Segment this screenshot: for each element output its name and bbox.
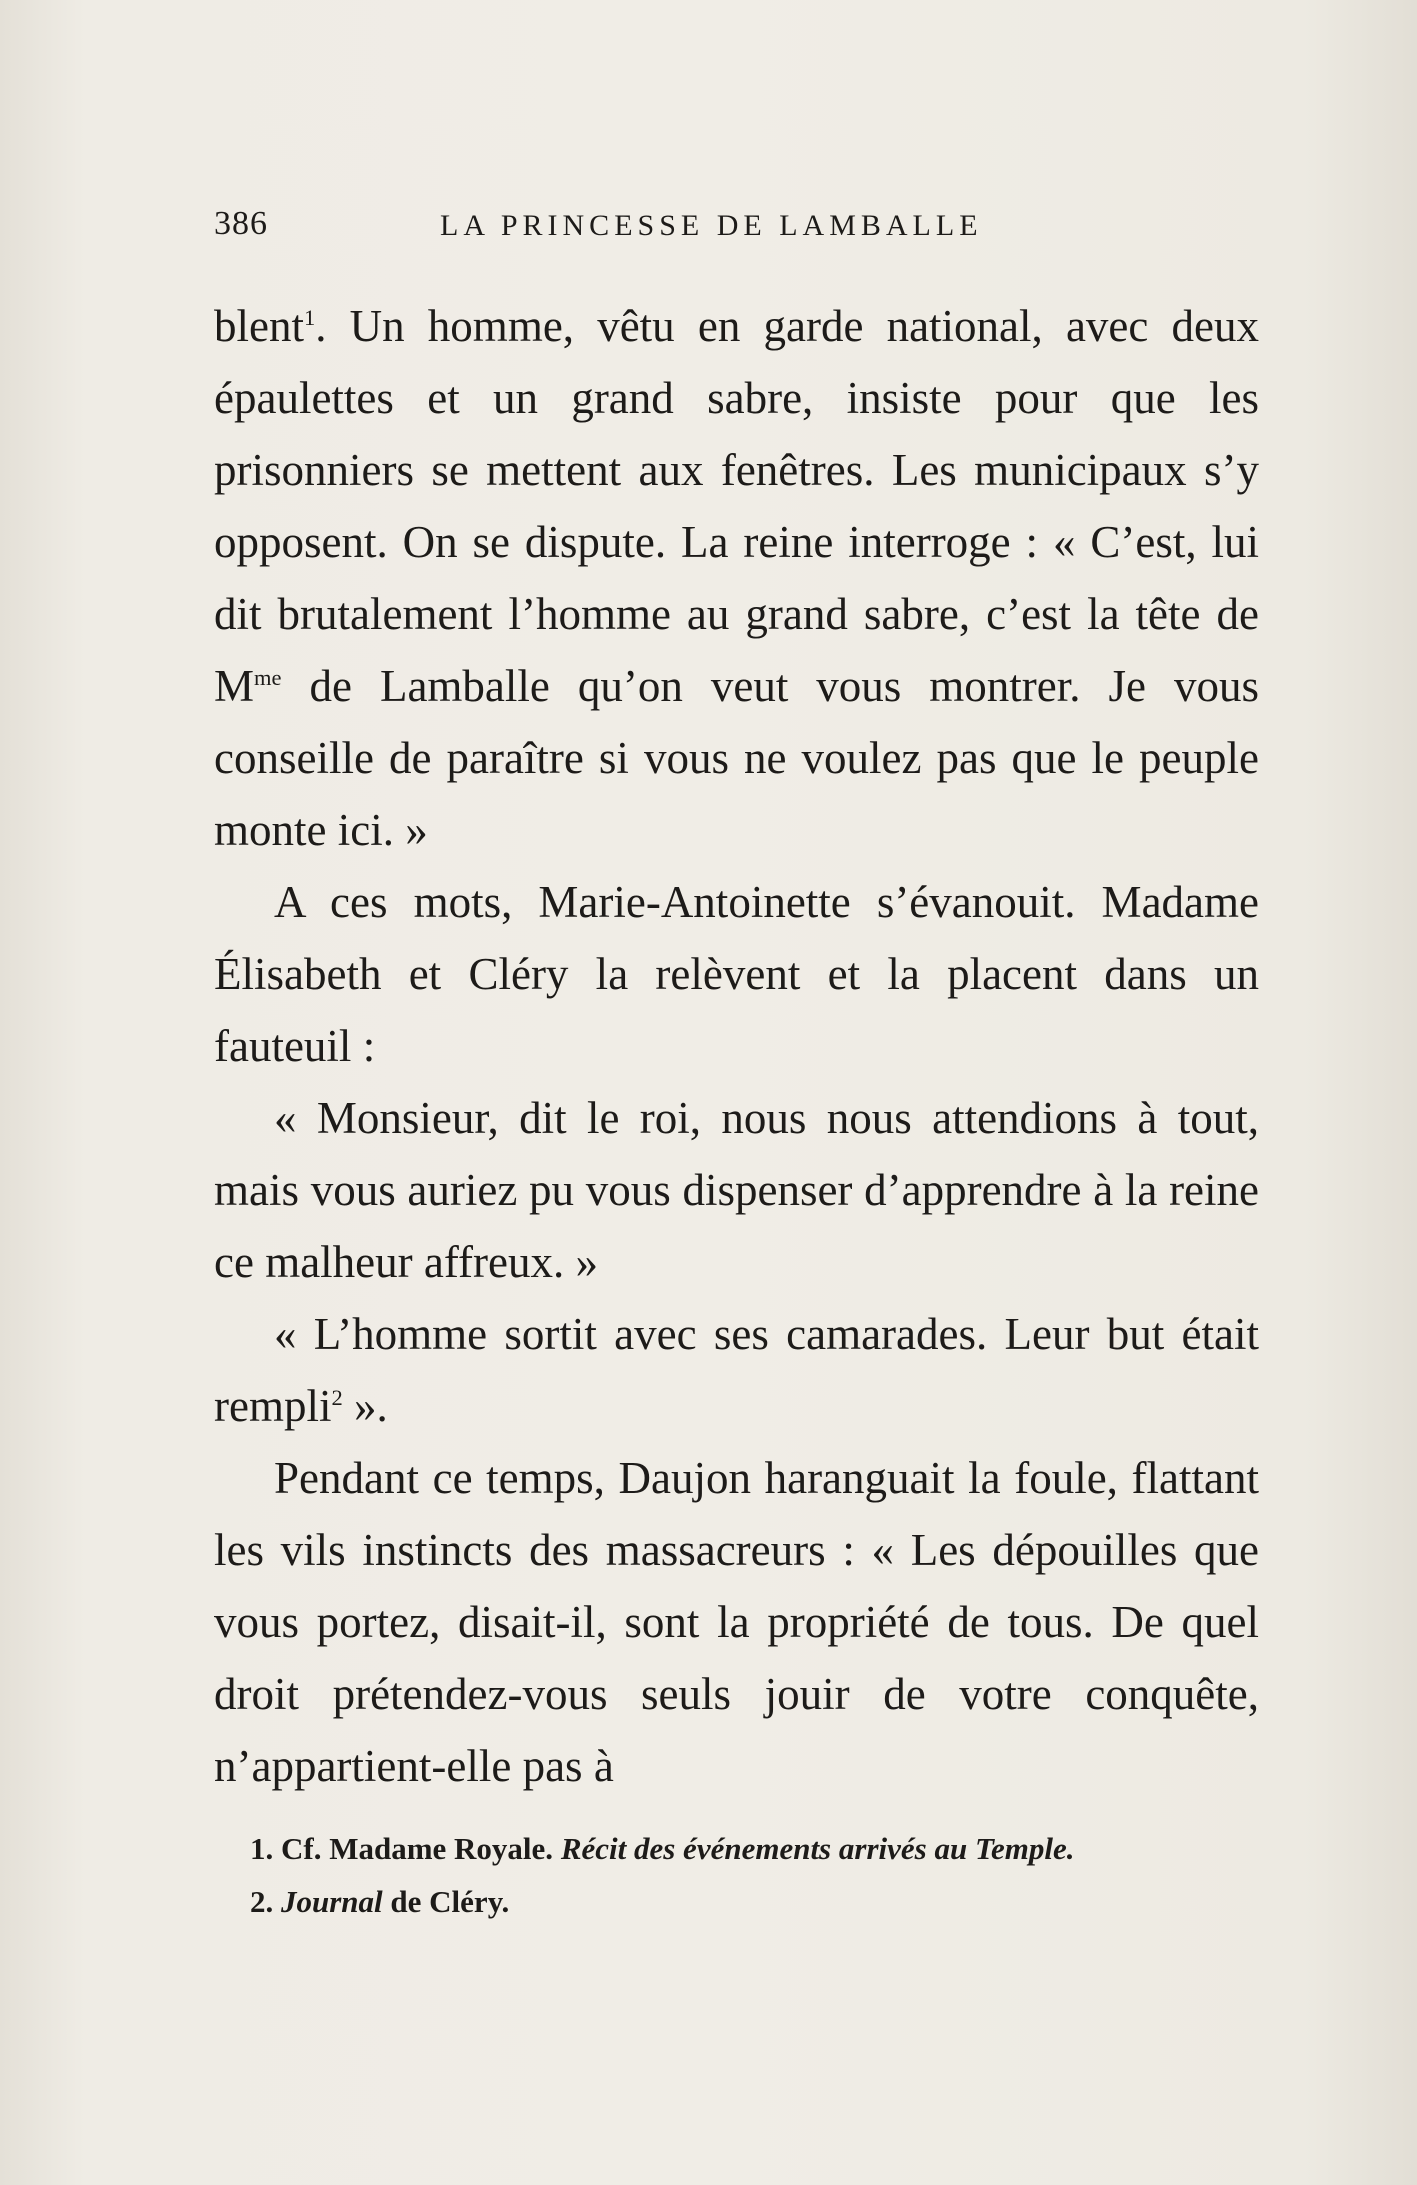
footnote-2-title: Journal [281,1884,383,1919]
footnote-ref-1: 1 [303,305,316,330]
paragraph-2: A ces mots, Marie-Antoinette s’évanouit. Madame Élisabeth et Cléry la relèvent et la placent dans un fauteuil : [214,877,1259,1071]
paragraph-4-part-b: ». [342,1381,388,1431]
page-number: 386 [214,205,268,242]
running-title: LA PRINCESSE DE LAMBALLE [440,209,983,242]
superscript-me: me [254,665,282,690]
footnote-1-title: Récit des événements arrivés au Temple. [560,1831,1075,1866]
footnote-2-text: de Cléry. [390,1884,510,1919]
page-header [214,205,1264,265]
footnote-2-number: 2. [250,1884,274,1919]
paragraph-1-part-a: blent [214,301,304,351]
paragraph-1-part-b: . Un homme, vêtu en garde national, avec deux épaulettes et un grand sabre, insiste pour que les prisonniers se mettent aux fenêtres. Les municipaux s’y opposent. On se dispute. La reine interroge : « C’est, lui dit brutalement l’homme au grand sabre, c’est la tête de M [214,301,1259,711]
paragraph-4-part-a: « L’homme sortit avec ses camarades. Leur but était rempli [214,1309,1259,1431]
footnote-1-text: Cf. Madame Royale. [281,1831,554,1866]
paragraph-3: « Monsieur, dit le roi, nous nous attendions à tout, mais vous auriez pu vous dispenser d’apprendre à la reine ce malheur affreux. » [214,1093,1259,1287]
footnote-1 [250,1822,1260,1875]
body-text [214,290,1259,1802]
footnote-2 [250,1875,1260,1928]
footnotes [250,1822,1260,1928]
paragraph-4 [214,1298,1259,1442]
footnote-ref-2: 2 [331,1385,343,1410]
footnote-1-number: 1. [250,1831,274,1866]
paragraph-1-part-c: de Lamballe qu’on veut vous montrer. Je vous conseille de paraître si vous ne voulez pas que le peuple monte ici. » [214,661,1259,855]
paragraph-5: Pendant ce temps, Daujon haranguait la foule, flattant les vils instincts des massacreurs : « Les dépouilles que vous portez, disait-il, sont la propriété de tous. De quel droit prétendez-vous seuls jouir de votre conquête, n’appartient-elle pas à [214,1453,1259,1791]
paragraph-1 [214,290,1259,866]
